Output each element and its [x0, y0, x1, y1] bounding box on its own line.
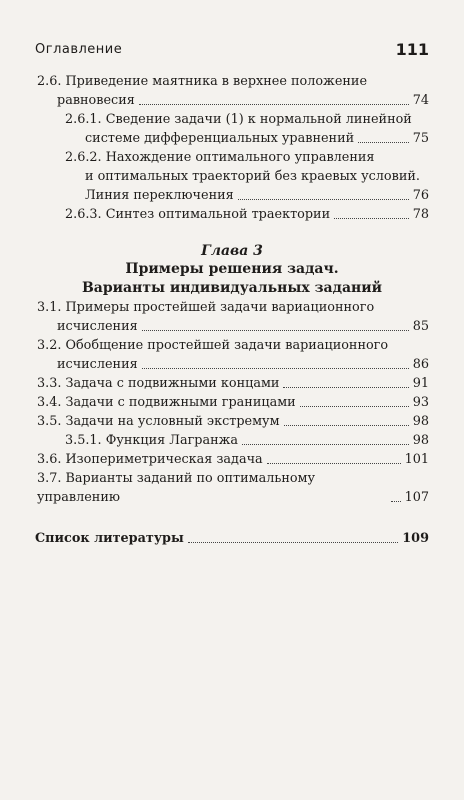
dot-leader: [188, 542, 398, 543]
dot-leader: [139, 104, 409, 105]
toc-entry-3-5[interactable]: [35, 412, 429, 431]
toc-page-number: 98: [412, 433, 429, 448]
toc-entry-3-5-1[interactable]: [35, 431, 429, 450]
toc-entry-2-6-2[interactable]: [35, 148, 429, 205]
toc-entry-3-7[interactable]: [35, 469, 429, 507]
toc-entry-text: 3.3. Задача с подвижными концами: [37, 376, 280, 391]
page-header: [35, 40, 429, 60]
toc-entry-text: 3.5.1. Функция Лагранжа: [65, 433, 239, 448]
toc-page-number: 98: [412, 414, 429, 429]
dot-leader: [238, 199, 409, 200]
toc-entry-3-6[interactable]: [35, 450, 429, 469]
toc-page-number: 91: [412, 376, 429, 391]
toc-entry-text: исчисления: [57, 357, 138, 372]
toc-entry-text: 3.4. Задачи с подвижными границами: [37, 395, 296, 410]
toc-entry-text: системе дифференциальных уравнений: [85, 131, 355, 146]
dot-leader: [284, 425, 409, 426]
dot-leader: [334, 218, 409, 219]
toc-entry-text: равновесия: [57, 93, 135, 108]
toc-entry-text: 2.6.3. Синтез оптимальной траектории: [65, 207, 331, 222]
running-title: Оглавление: [35, 42, 123, 57]
toc-entry-text: 3.6. Изопериметрическая задача: [37, 452, 263, 467]
toc-entry-text: 2.6. Приведение маятника в верхнее положение: [37, 74, 368, 89]
toc-entry-text: 3.7. Варианты заданий по оптимальному управлению: [37, 471, 316, 505]
toc-page-number: 107: [404, 490, 429, 505]
chapter-subtitle: Варианты индивидуальных заданий: [81, 280, 383, 296]
toc-page-number: 101: [404, 452, 429, 467]
toc-page-number: 75: [412, 131, 429, 146]
chapter-title: Примеры решения задач.: [125, 261, 339, 277]
toc-entry-text: и оптимальных траекторий без краевых условий.: [85, 169, 420, 184]
toc-entry-2-6-1[interactable]: [35, 110, 429, 148]
chapter-label: Глава 3: [201, 243, 263, 259]
toc-entry-3-3[interactable]: [35, 374, 429, 393]
toc-page-number: 74: [412, 93, 429, 108]
dot-leader: [300, 406, 409, 407]
toc-entry-2-6-3[interactable]: [35, 205, 429, 224]
toc-entry-text: исчисления: [57, 319, 138, 334]
toc-entry-3-2[interactable]: [35, 336, 429, 374]
toc-entry-text: Линия переключения: [85, 188, 234, 203]
toc-page-number: 78: [412, 207, 429, 222]
dot-leader: [283, 387, 408, 388]
page-number: 111: [395, 40, 429, 59]
dot-leader: [142, 368, 409, 369]
toc-page-number: 76: [412, 188, 429, 203]
table-of-contents: [35, 72, 429, 548]
toc-entry-3-1[interactable]: [35, 298, 429, 336]
toc-entry-text: Список литературы: [35, 531, 184, 546]
dot-leader: [242, 444, 409, 445]
dot-leader: [391, 501, 401, 502]
dot-leader: [267, 463, 401, 464]
dot-leader: [358, 142, 409, 143]
toc-entry-text: 3.5. Задачи на условный экстремум: [37, 414, 280, 429]
toc-entry-text: 3.1. Примеры простейшей задачи вариационного: [37, 300, 375, 315]
toc-entry-3-4[interactable]: [35, 393, 429, 412]
dot-leader: [142, 330, 409, 331]
toc-page-number: 85: [412, 319, 429, 334]
toc-entry-text: 2.6.2. Нахождение оптимального управления: [65, 150, 375, 165]
toc-entry-bibliography[interactable]: [35, 529, 429, 548]
toc-entry-2-6[interactable]: [35, 72, 429, 110]
toc-page-number: 109: [402, 531, 429, 546]
toc-page-number: 93: [412, 395, 429, 410]
toc-page-number: 86: [412, 357, 429, 372]
toc-entry-text: 3.2. Обобщение простейшей задачи вариационного: [37, 338, 389, 353]
toc-entry-text: 2.6.1. Сведение задачи (1) к нормальной линейной: [65, 112, 412, 127]
